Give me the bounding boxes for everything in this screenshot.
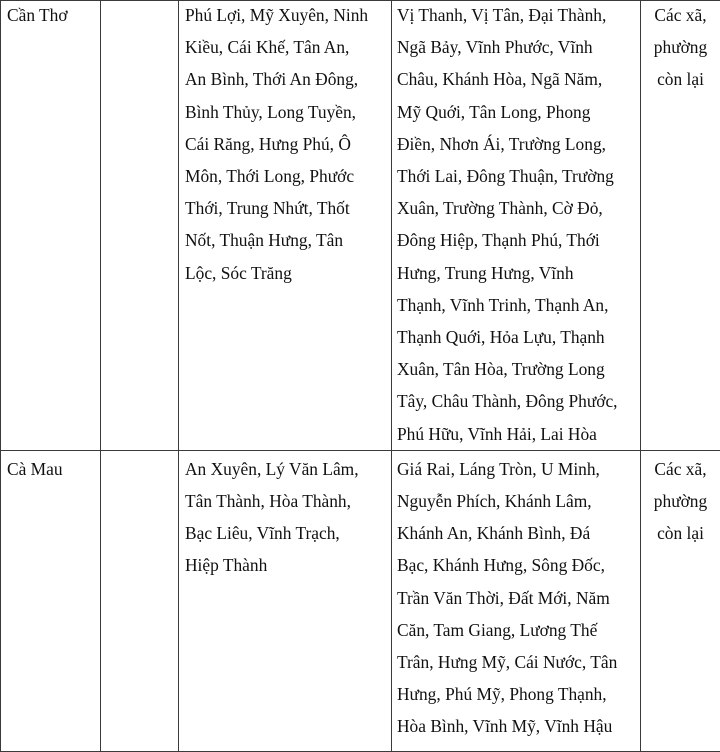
- remaining-line: phường: [641, 31, 720, 63]
- ward-line: Bình Thủy, Long Tuyền,: [185, 96, 387, 128]
- commune-line: Thạnh, Vĩnh Trinh, Thạnh An,: [397, 289, 636, 321]
- ward-list-cell: [179, 450, 392, 751]
- ward-line: Hiệp Thành: [185, 549, 387, 581]
- commune-line: Bạc, Khánh Hưng, Sông Đốc,: [397, 549, 636, 581]
- province-name: Cà Mau: [7, 453, 100, 485]
- commune-line: Xuân, Trường Thành, Cờ Đỏ,: [397, 192, 636, 224]
- ward-line: Môn, Thới Long, Phước: [185, 160, 387, 192]
- remaining-units-cell: [641, 450, 720, 751]
- commune-list-cell: [392, 1, 641, 451]
- ward-line: An Xuyên, Lý Văn Lâm,: [185, 453, 387, 485]
- remaining-line: còn lại: [641, 63, 720, 95]
- ward-line: Cái Răng, Hưng Phú, Ô: [185, 128, 387, 160]
- remaining-line: còn lại: [641, 517, 720, 549]
- commune-line: Hòa Bình, Vĩnh Mỹ, Vĩnh Hậu: [397, 710, 636, 742]
- empty-cell: [101, 1, 179, 451]
- ward-line: Nốt, Thuận Hưng, Tân: [185, 224, 387, 256]
- commune-line: Hưng, Trung Hưng, Vĩnh: [397, 257, 636, 289]
- province-cell: [1, 1, 101, 451]
- empty-cell: [101, 450, 179, 751]
- commune-line: Đông Hiệp, Thạnh Phú, Thới: [397, 224, 636, 256]
- ward-line: Thới, Trung Nhứt, Thốt: [185, 192, 387, 224]
- remaining-line: Các xã,: [641, 1, 720, 32]
- commune-line: Phú Hữu, Vĩnh Hải, Lai Hòa: [397, 418, 636, 450]
- commune-line: Châu, Khánh Hòa, Ngã Năm,: [397, 63, 636, 95]
- commune-line: Tây, Châu Thành, Đông Phước,: [397, 385, 636, 417]
- commune-line: Mỹ Quới, Tân Long, Phong: [397, 96, 636, 128]
- remaining-line: Các xã,: [641, 453, 720, 485]
- ward-line: Kiều, Cái Khế, Tân An,: [185, 31, 387, 63]
- commune-line: Căn, Tam Giang, Lương Thế: [397, 614, 636, 646]
- commune-line: Khánh An, Khánh Bình, Đá: [397, 517, 636, 549]
- commune-line: Điền, Nhơn Ái, Trường Long,: [397, 128, 636, 160]
- commune-line: Ngã Bảy, Vĩnh Phước, Vĩnh: [397, 31, 636, 63]
- province-name: Cần Thơ: [7, 1, 100, 32]
- commune-line: Vị Thanh, Vị Tân, Đại Thành,: [397, 1, 636, 32]
- commune-list-cell: [392, 450, 641, 751]
- ward-list-cell: [179, 1, 392, 451]
- commune-line: Nguyễn Phích, Khánh Lâm,: [397, 485, 636, 517]
- remaining-units-cell: [641, 1, 720, 451]
- table-row: [1, 450, 720, 751]
- commune-line: Hưng, Phú Mỹ, Phong Thạnh,: [397, 678, 636, 710]
- ward-line: Lộc, Sóc Trăng: [185, 257, 387, 289]
- ward-line: Phú Lợi, Mỹ Xuyên, Ninh: [185, 1, 387, 32]
- commune-line: Trân, Hưng Mỹ, Cái Nước, Tân: [397, 646, 636, 678]
- ward-line: Bạc Liêu, Vĩnh Trạch,: [185, 517, 387, 549]
- commune-line: Thới Lai, Đông Thuận, Trường: [397, 160, 636, 192]
- ward-line: An Bình, Thới An Đông,: [185, 63, 387, 95]
- remaining-line: phường: [641, 485, 720, 517]
- commune-line: Giá Rai, Láng Tròn, U Minh,: [397, 453, 636, 485]
- ward-line: Tân Thành, Hòa Thành,: [185, 485, 387, 517]
- commune-line: Xuân, Tân Hòa, Trường Long: [397, 353, 636, 385]
- table-row: [1, 1, 720, 451]
- commune-line: Thạnh Quới, Hỏa Lựu, Thạnh: [397, 321, 636, 353]
- province-cell: [1, 450, 101, 751]
- commune-line: Trần Văn Thời, Đất Mới, Năm: [397, 582, 636, 614]
